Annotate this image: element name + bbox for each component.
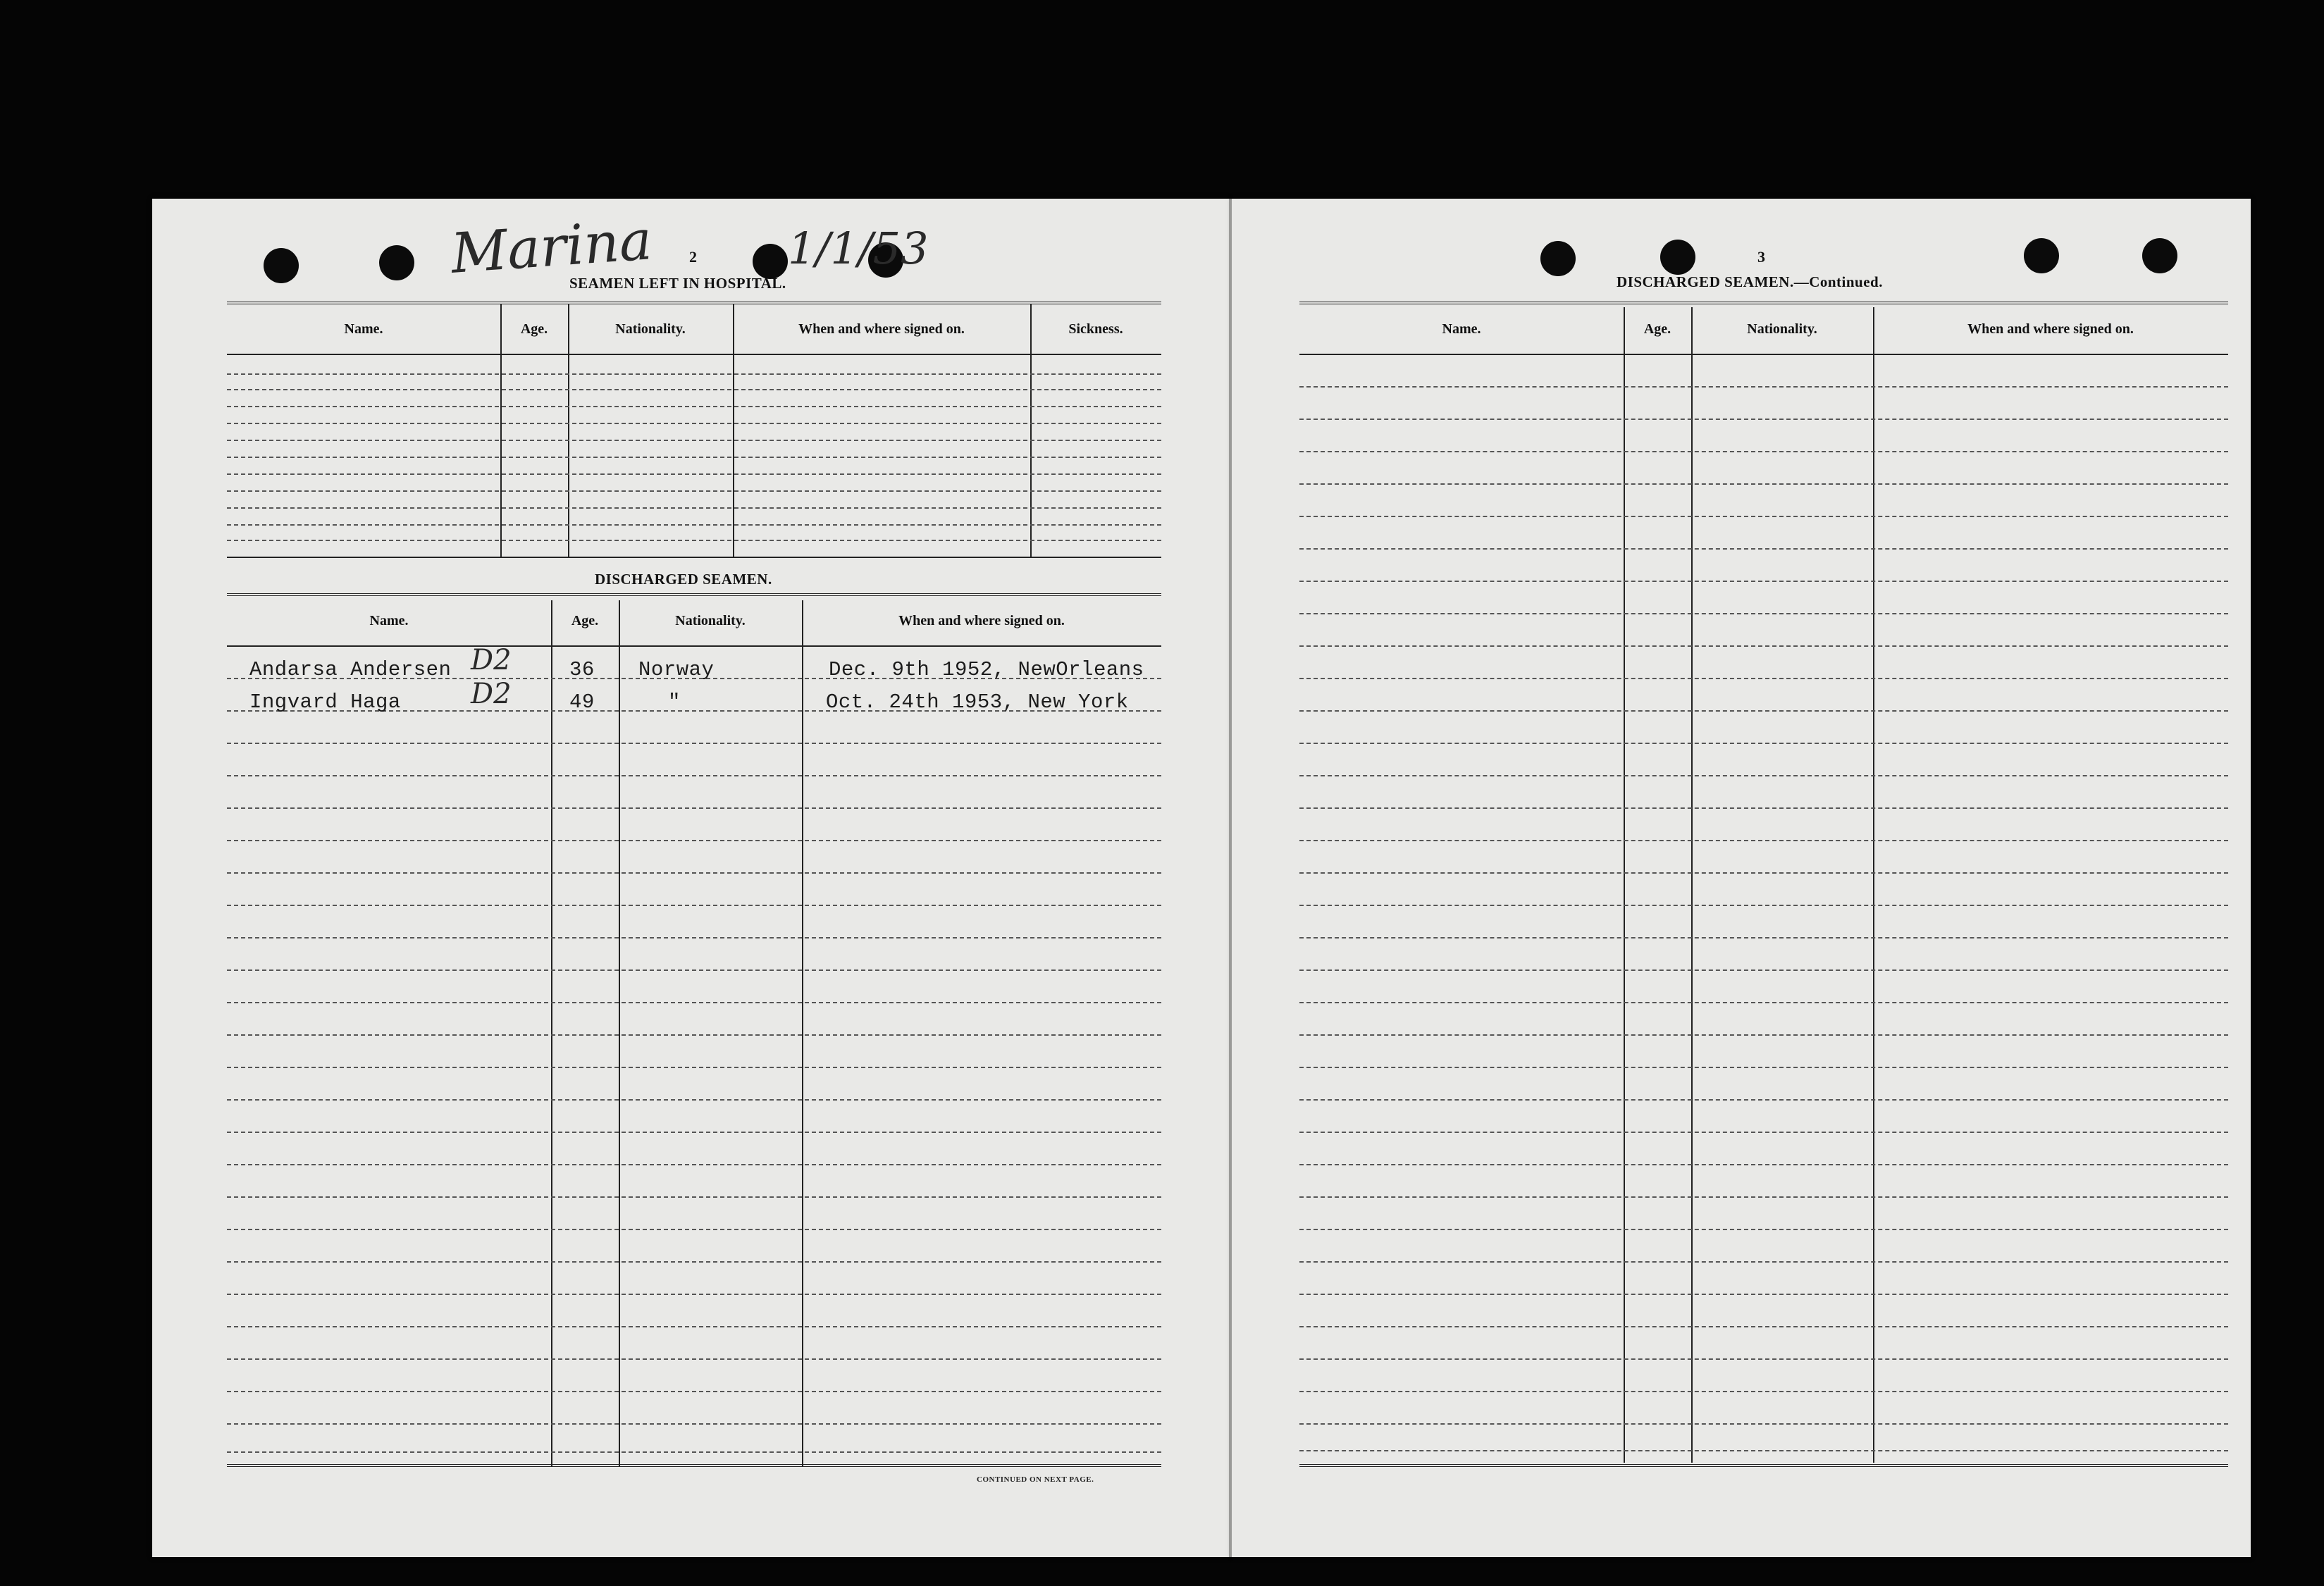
column-header-name: Name. — [1442, 321, 1481, 337]
punch-hole — [1660, 240, 1695, 275]
page-number: 2 — [689, 248, 697, 266]
seaman-name: Andarsa Andersen — [249, 658, 452, 681]
column-header-age: Age. — [1643, 321, 1671, 337]
column-header-signed-on: When and where signed on. — [898, 613, 1065, 628]
left-page — [152, 199, 1229, 1557]
column-header-nationality: Nationality. — [675, 613, 746, 628]
column-header-name: Name. — [369, 613, 409, 628]
column-header-signed-on: When and where signed on. — [798, 321, 965, 337]
punch-hole — [1540, 241, 1576, 276]
column-header-sickness: Sickness. — [1068, 321, 1123, 337]
punch-hole — [379, 245, 414, 280]
discharged-continued-title: DISCHARGED SEAMEN.—Continued. — [1617, 273, 1883, 290]
seaman-age: 49 — [569, 690, 595, 714]
column-header-age: Age. — [520, 321, 548, 337]
column-header-nationality: Nationality. — [615, 321, 686, 337]
page-number: 3 — [1757, 248, 1765, 266]
punch-hole — [2024, 238, 2059, 273]
discharged-section-title: DISCHARGED SEAMEN. — [595, 571, 772, 588]
date-handwritten: 1/1/53 — [788, 223, 929, 274]
seaman-signed-on: Oct. 24th 1953, New York — [826, 690, 1129, 714]
column-header-name: Name. — [344, 321, 383, 337]
page-fold — [1229, 199, 1232, 1557]
column-header-nationality: Nationality. — [1747, 321, 1817, 337]
punch-hole — [264, 248, 299, 283]
ship-name-handwritten: Marina — [449, 209, 655, 286]
right-page — [1232, 199, 2251, 1557]
seaman-nationality: " — [668, 690, 681, 714]
discharge-mark: D2 — [471, 644, 512, 676]
seaman-age: 36 — [569, 658, 595, 681]
column-header-age: Age. — [571, 613, 599, 628]
hospital-section-title: SEAMEN LEFT IN HOSPITAL. — [569, 275, 786, 292]
discharge-mark: D2 — [471, 678, 512, 710]
seaman-nationality: Norway — [638, 658, 715, 681]
punch-hole — [753, 244, 788, 279]
punch-hole — [2142, 238, 2177, 273]
seaman-name: Ingvard Haga — [249, 690, 401, 714]
continued-note: CONTINUED ON NEXT PAGE. — [977, 1475, 1094, 1484]
seaman-signed-on: Dec. 9th 1952, NewOrleans — [829, 658, 1144, 681]
column-header-signed-on: When and where signed on. — [1967, 321, 2134, 337]
